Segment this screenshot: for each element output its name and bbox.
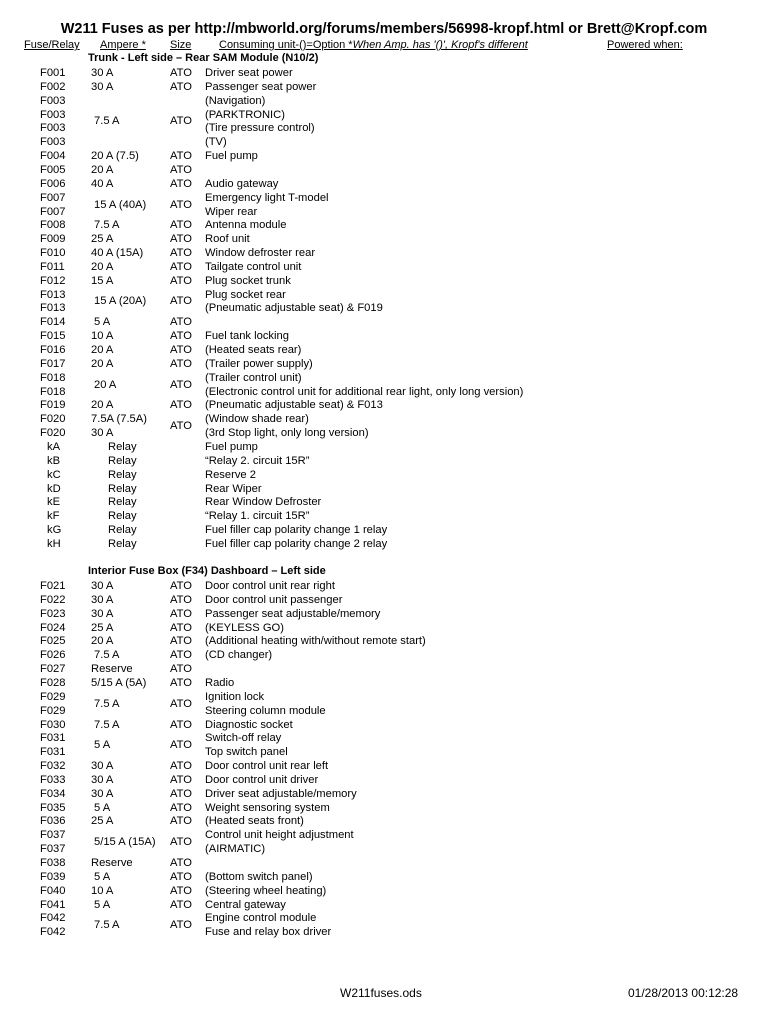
consuming-unit: Roof unit xyxy=(205,233,250,246)
consuming-unit: (KEYLESS GO) xyxy=(205,621,284,634)
fuse-id: F030 xyxy=(40,718,66,731)
ampere-value: 20 A xyxy=(91,260,114,273)
header-ampere: Ampere * xyxy=(100,39,146,51)
fuse-row xyxy=(0,607,768,621)
fuse-id: F018 xyxy=(40,385,66,398)
consuming-unit: Emergency light T-model xyxy=(205,191,329,204)
consuming-unit: Fuel tank locking xyxy=(205,330,289,343)
fuse-row xyxy=(0,482,768,496)
ampere-value: 5 A xyxy=(94,898,111,911)
fuse-id: F007 xyxy=(40,191,66,204)
consuming-unit: (Pneumatic adjustable seat) & F019 xyxy=(205,302,383,315)
ampere-value: 30 A xyxy=(91,80,114,93)
ampere-value: 15 A xyxy=(91,274,114,287)
consuming-unit: Window defroster rear xyxy=(205,247,316,260)
fuse-id: F016 xyxy=(40,344,66,356)
fuse-row xyxy=(0,718,768,732)
fuse-id: F008 xyxy=(40,219,66,232)
consuming-unit: Wiper rear xyxy=(205,205,258,218)
section-title: Trunk - Left side – Rear SAM Module (N10/2) xyxy=(88,52,319,64)
fuse-id: F006 xyxy=(40,177,66,190)
fuse-row xyxy=(0,218,768,232)
size-value: ATO xyxy=(170,260,192,273)
consuming-unit: Control unit height adjustment xyxy=(205,829,354,842)
fuse-id: F005 xyxy=(40,163,66,176)
consuming-unit: (TV) xyxy=(205,136,227,149)
merged-size-cell xyxy=(0,918,768,932)
size-value: ATO xyxy=(170,150,192,163)
consuming-unit: Rear Window Defroster xyxy=(205,496,322,509)
merged-size-cell xyxy=(0,378,768,392)
fuse-row xyxy=(0,274,768,288)
fuse-row xyxy=(0,343,768,357)
header-consuming-label: Consuming unit-()=Option * xyxy=(219,39,353,51)
fuse-id: F033 xyxy=(40,773,66,786)
fuse-id: F007 xyxy=(40,205,66,218)
ampere-value: 20 A xyxy=(91,399,114,412)
fuse-id: F010 xyxy=(40,247,66,260)
consuming-unit: (Pneumatic adjustable seat) & F013 xyxy=(205,399,383,412)
fuse-row xyxy=(0,662,768,676)
fuse-row xyxy=(0,440,768,454)
size-value: ATO xyxy=(170,80,192,93)
fuse-id: kD xyxy=(47,482,61,495)
ampere-value: Relay xyxy=(108,496,137,509)
size-value: ATO xyxy=(170,801,192,814)
fuse-row xyxy=(0,648,768,662)
ampere-value: Relay xyxy=(108,482,137,495)
consuming-unit: (3rd Stop light, only long version) xyxy=(205,427,369,440)
fuse-id: F038 xyxy=(40,857,66,869)
size-value: ATO xyxy=(170,718,192,731)
fuse-id: F028 xyxy=(40,676,66,689)
size-value: ATO xyxy=(170,787,192,800)
fuse-id: kH xyxy=(47,537,61,550)
ampere-value: 7.5 A xyxy=(94,697,120,710)
ampere-value: 30 A xyxy=(91,607,114,620)
size-value: ATO xyxy=(170,919,192,932)
ampere-value: 15 A (40A) xyxy=(94,198,147,211)
consuming-unit: Driver seat power xyxy=(205,67,293,79)
consuming-unit: Plug socket trunk xyxy=(205,274,291,287)
consuming-unit: Fuel pump xyxy=(205,440,258,453)
section-title: Interior Fuse Box (F34) Dashboard – Left side xyxy=(88,565,326,577)
ampere-value: 30 A xyxy=(91,580,114,592)
fuse-id: F034 xyxy=(40,787,66,800)
fuse-id: kG xyxy=(47,524,62,537)
consuming-unit: (Trailer control unit) xyxy=(205,371,302,384)
fuse-row xyxy=(0,898,768,912)
size-value: ATO xyxy=(170,219,192,232)
consuming-unit: Passenger seat adjustable/memory xyxy=(205,607,381,620)
size-value: ATO xyxy=(170,295,192,308)
size-value: ATO xyxy=(170,580,192,592)
size-value: ATO xyxy=(170,274,192,287)
consuming-unit: Radio xyxy=(205,676,235,689)
fuse-row xyxy=(0,94,768,108)
fuse-row xyxy=(0,814,768,828)
fuse-id: F026 xyxy=(40,649,66,662)
fuse-id: F018 xyxy=(40,371,66,384)
size-value: ATO xyxy=(170,67,192,79)
fuse-row xyxy=(0,634,768,648)
consuming-unit: Top switch panel xyxy=(205,746,288,759)
consuming-unit: (Heated seats front) xyxy=(205,815,304,828)
consuming-unit: (CD changer) xyxy=(205,649,273,662)
merged-size-cell xyxy=(0,697,768,711)
size-value: ATO xyxy=(170,330,192,343)
fuse-id: F036 xyxy=(40,815,66,828)
fuse-row xyxy=(0,398,768,412)
ampere-value: Reserve xyxy=(91,663,133,676)
fuse-id: F037 xyxy=(40,829,66,842)
consuming-unit: (Additional heating with/without remote start) xyxy=(205,635,426,648)
ampere-value: Relay xyxy=(108,440,137,453)
fuse-id: F013 xyxy=(40,302,66,315)
ampere-value: 25 A xyxy=(91,815,114,828)
fuse-id: F011 xyxy=(40,260,65,273)
ampere-value: 7.5 A xyxy=(94,115,120,128)
fuse-id: F017 xyxy=(40,357,66,370)
fuse-id: F019 xyxy=(40,399,66,412)
size-value: ATO xyxy=(170,607,192,620)
fuse-row xyxy=(0,163,768,177)
ampere-value: 30 A xyxy=(91,787,114,800)
fuse-row xyxy=(0,454,768,468)
ampere-value: 5 A xyxy=(94,739,111,752)
fuse-id: F002 xyxy=(40,80,66,93)
size-value: ATO xyxy=(170,115,192,128)
consuming-unit: (Electronic control unit for additional rear light, only long version) xyxy=(205,385,524,398)
ampere-value: 30 A xyxy=(91,773,114,786)
fuse-row xyxy=(0,329,768,343)
consuming-unit: (Steering wheel heating) xyxy=(205,884,327,897)
ampere-value: 20 A xyxy=(91,163,114,176)
header-fuse-relay: Fuse/Relay xyxy=(24,39,80,51)
fuse-id: kB xyxy=(47,454,61,467)
consuming-unit: Door control unit passenger xyxy=(205,593,343,606)
consuming-unit: “Relay 1. circuit 15R” xyxy=(205,510,310,523)
consuming-unit: “Relay 2. circuit 15R” xyxy=(205,454,310,467)
fuse-id: F031 xyxy=(40,746,66,759)
ampere-value: 7.5 A xyxy=(94,649,120,662)
ampere-value: 40 A xyxy=(91,177,114,190)
consuming-unit: Driver seat adjustable/memory xyxy=(205,787,357,800)
fuse-row xyxy=(0,523,768,537)
consuming-unit: Reserve 2 xyxy=(205,468,256,481)
fuse-id: F001 xyxy=(40,67,66,79)
merged-size-cell xyxy=(0,738,768,752)
fuse-id: F039 xyxy=(40,870,66,883)
fuse-id: F025 xyxy=(40,635,66,648)
fuse-id: F012 xyxy=(40,274,66,287)
consuming-unit: Ignition lock xyxy=(205,690,265,703)
fuse-id: F024 xyxy=(40,621,66,634)
fuse-row xyxy=(0,621,768,635)
merged-size-cell xyxy=(0,294,768,308)
fuse-id: F027 xyxy=(40,663,66,676)
size-value: ATO xyxy=(170,399,192,412)
fuse-row xyxy=(0,149,768,163)
consuming-unit: Fuel filler cap polarity change 1 relay xyxy=(205,524,388,537)
size-value: ATO xyxy=(170,635,192,648)
ampere-value: 25 A xyxy=(91,621,114,634)
ampere-value: 30 A xyxy=(91,760,114,773)
size-value: ATO xyxy=(170,884,192,897)
ampere-value: 20 A xyxy=(91,344,114,356)
fuse-id: F040 xyxy=(40,884,66,897)
fuse-id: F029 xyxy=(40,690,66,703)
fuse-id: kA xyxy=(47,440,61,453)
merged-size-cell xyxy=(0,114,768,128)
consuming-unit: Fuse and relay box driver xyxy=(205,926,332,939)
fuse-row xyxy=(0,315,768,329)
ampere-value: Relay xyxy=(108,454,137,467)
fuse-row xyxy=(0,357,768,371)
ampere-value: 5/15 A (5A) xyxy=(91,676,147,689)
size-value: ATO xyxy=(170,233,192,246)
ampere-value: 7.5 A xyxy=(94,718,120,731)
ampere-value: Relay xyxy=(108,537,137,550)
fuse-id: F003 xyxy=(40,108,66,121)
consuming-unit: Door control unit rear left xyxy=(205,760,329,773)
fuse-row xyxy=(0,787,768,801)
ampere-value: 20 A (7.5) xyxy=(91,150,139,163)
size-value: ATO xyxy=(170,163,192,176)
fuse-id: F013 xyxy=(40,288,66,301)
fuse-row xyxy=(0,884,768,898)
size-value: ATO xyxy=(170,815,192,828)
ampere-value: 25 A xyxy=(91,233,114,246)
ampere-value: 10 A xyxy=(91,330,114,343)
fuse-id: F041 xyxy=(40,898,66,911)
consuming-unit: Diagnostic socket xyxy=(205,718,293,731)
footer-datetime: 01/28/2013 00:12:28 xyxy=(628,986,739,1000)
fuse-row xyxy=(0,593,768,607)
size-value: ATO xyxy=(170,357,192,370)
ampere-value: Relay xyxy=(108,524,137,537)
ampere-value: Relay xyxy=(108,468,137,481)
consuming-unit: Weight sensoring system xyxy=(205,801,330,814)
fuse-row xyxy=(0,509,768,523)
fuse-id: F042 xyxy=(40,912,66,925)
merged-size-cell xyxy=(0,419,768,433)
consuming-unit: Plug socket rear xyxy=(205,288,286,301)
consuming-unit: (Trailer power supply) xyxy=(205,357,313,370)
consuming-unit: (Navigation) xyxy=(205,94,266,107)
consuming-unit: Fuel filler cap polarity change 2 relay xyxy=(205,537,388,550)
fuse-row xyxy=(0,870,768,884)
ampere-value: Relay xyxy=(108,510,137,523)
ampere-value: 20 A xyxy=(91,635,114,648)
size-value: ATO xyxy=(170,663,192,676)
fuse-row xyxy=(0,856,768,870)
fuse-id: F042 xyxy=(40,926,66,939)
merged-size-cell xyxy=(0,835,768,849)
size-value: ATO xyxy=(170,649,192,662)
fuse-row xyxy=(0,246,768,260)
size-value: ATO xyxy=(170,760,192,773)
size-value: ATO xyxy=(170,857,192,869)
consuming-unit: Passenger seat power xyxy=(205,80,317,93)
consuming-unit: Engine control module xyxy=(205,912,317,925)
ampere-value: 30 A xyxy=(91,67,114,79)
fuse-id: F022 xyxy=(40,593,66,606)
consuming-unit: Audio gateway xyxy=(205,177,279,190)
fuse-row xyxy=(0,260,768,274)
consuming-unit: Switch-off relay xyxy=(205,732,282,745)
size-value: ATO xyxy=(170,697,192,710)
ampere-value: 7.5A (7.5A) xyxy=(91,413,147,426)
consuming-unit: Rear Wiper xyxy=(205,482,262,495)
ampere-value: 7.5 A xyxy=(94,919,120,932)
size-value: ATO xyxy=(170,773,192,786)
ampere-value: Reserve xyxy=(91,857,133,869)
fuse-id: kF xyxy=(47,510,60,523)
fuse-row xyxy=(0,537,768,551)
ampere-value: 7.5 A xyxy=(94,219,120,232)
document-title: W211 Fuses as per http://mbworld.org/forums/members/56998-kropf.html or Brett@Kropf.com xyxy=(60,21,708,37)
merged-size-cell xyxy=(0,198,768,212)
size-value: ATO xyxy=(170,378,192,391)
consuming-unit: (Bottom switch panel) xyxy=(205,870,313,883)
consuming-unit: Tailgate control unit xyxy=(205,260,302,273)
fuse-row xyxy=(0,468,768,482)
size-value: ATO xyxy=(170,593,192,606)
consuming-unit: Central gateway xyxy=(205,898,286,911)
fuse-id: F003 xyxy=(40,94,66,107)
consuming-unit: Steering column module xyxy=(205,704,326,717)
fuse-id: F003 xyxy=(40,136,66,149)
ampere-value: 20 A xyxy=(91,357,114,370)
header-powered-when: Powered when: xyxy=(607,39,683,51)
fuse-row xyxy=(0,135,768,149)
fuse-row xyxy=(0,66,768,80)
consuming-unit: (Window shade rear) xyxy=(205,413,309,426)
fuse-id: F003 xyxy=(40,122,66,135)
footer-filename: W211fuses.ods xyxy=(340,986,422,1000)
size-value: ATO xyxy=(170,621,192,634)
size-value: ATO xyxy=(170,898,192,911)
ampere-value: 5/15 A (15A) xyxy=(94,836,156,849)
header-consuming-note: When Amp. has '()', Kropf's different xyxy=(352,39,528,51)
fuse-row xyxy=(0,232,768,246)
size-value: ATO xyxy=(170,177,192,190)
fuse-id: F031 xyxy=(40,732,66,745)
consuming-unit: (Tire pressure control) xyxy=(205,122,315,135)
fuse-row xyxy=(0,579,768,593)
ampere-value: 15 A (20A) xyxy=(94,295,147,308)
consuming-unit: Door control unit rear right xyxy=(205,580,335,592)
fuse-row xyxy=(0,80,768,94)
fuse-id: kC xyxy=(47,468,61,481)
fuse-id: F004 xyxy=(40,150,66,163)
fuse-row xyxy=(0,759,768,773)
fuse-row xyxy=(0,495,768,509)
fuse-id: F020 xyxy=(40,413,66,426)
consuming-unit: Antenna module xyxy=(205,219,287,232)
ampere-value: 5 A xyxy=(94,316,111,329)
size-value: ATO xyxy=(170,316,192,329)
fuse-id: F037 xyxy=(40,843,66,856)
ampere-value: 5 A xyxy=(94,870,111,883)
size-value: ATO xyxy=(170,870,192,883)
fuse-id: F032 xyxy=(40,760,66,773)
fuse-row xyxy=(0,177,768,191)
fuse-id: F021 xyxy=(40,580,66,592)
fuse-id: F015 xyxy=(40,330,66,343)
ampere-value: 40 A (15A) xyxy=(91,247,144,260)
fuse-row xyxy=(0,773,768,787)
consuming-unit: Fuel pump xyxy=(205,150,258,163)
ampere-value: 30 A xyxy=(91,593,114,606)
size-value: ATO xyxy=(170,198,192,211)
fuse-id: F009 xyxy=(40,233,66,246)
size-value: ATO xyxy=(170,420,192,433)
fuse-id: F029 xyxy=(40,704,66,717)
fuse-row xyxy=(0,801,768,815)
consuming-unit: Door control unit driver xyxy=(205,773,319,786)
size-value: ATO xyxy=(170,344,192,356)
size-value: ATO xyxy=(170,739,192,752)
consuming-unit: (AIRMATIC) xyxy=(205,843,266,856)
ampere-value: 10 A xyxy=(91,884,114,897)
ampere-value: 5 A xyxy=(94,801,111,814)
ampere-value: 20 A xyxy=(94,378,117,391)
size-value: ATO xyxy=(170,836,192,849)
fuse-id: F020 xyxy=(40,427,66,440)
size-value: ATO xyxy=(170,676,192,689)
consuming-unit: (Heated seats rear) xyxy=(205,344,302,356)
header-size: Size xyxy=(170,39,192,51)
ampere-value: 30 A xyxy=(91,427,114,440)
consuming-unit: (PARKTRONIC) xyxy=(205,108,285,121)
header-consuming-unit xyxy=(219,39,528,51)
fuse-id: kE xyxy=(47,496,61,509)
fuse-row xyxy=(0,676,768,690)
fuse-id: F035 xyxy=(40,801,66,814)
size-value: ATO xyxy=(170,247,192,260)
fuse-id: F023 xyxy=(40,607,66,620)
fuse-id: F014 xyxy=(40,316,66,329)
